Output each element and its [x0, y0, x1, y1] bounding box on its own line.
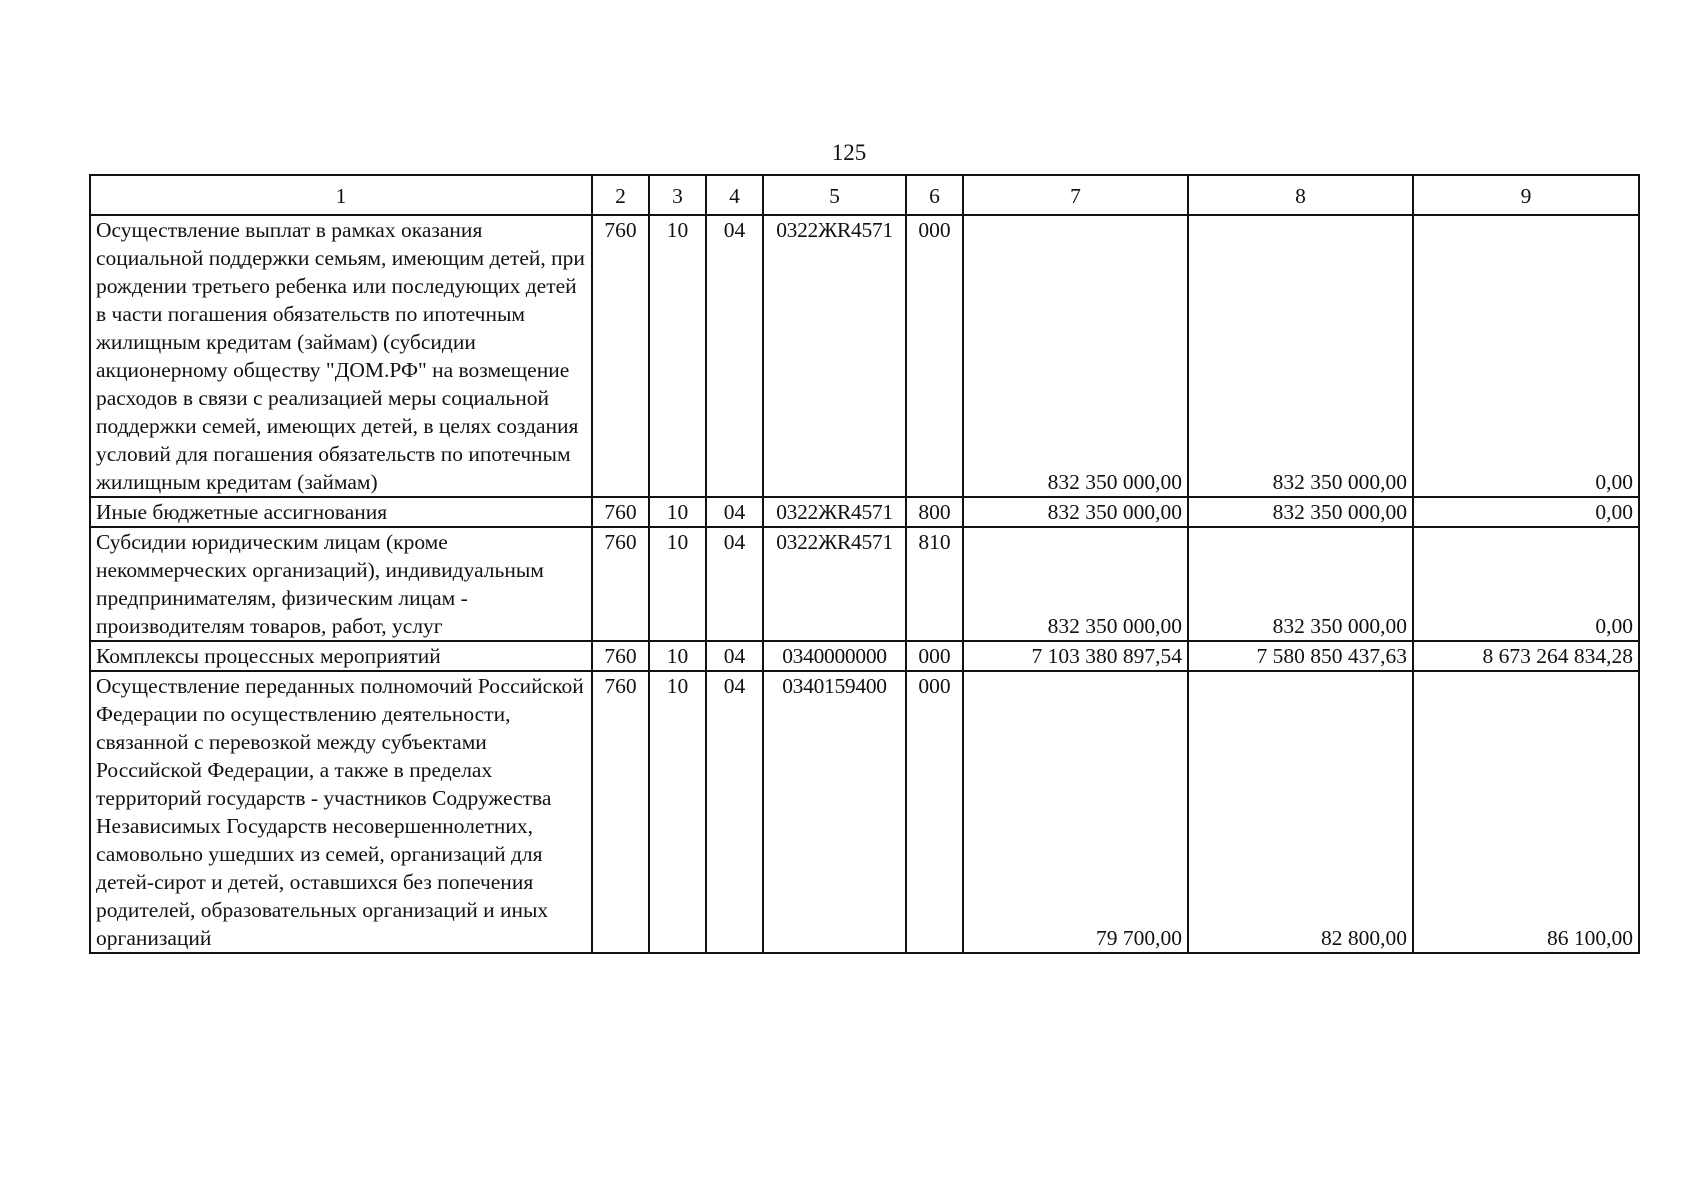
- cell-col9: 0,00: [1413, 215, 1639, 497]
- column-header: 1: [90, 175, 592, 215]
- row-name: Иные бюджетные ассигнования: [90, 497, 592, 527]
- cell-col4: 04: [706, 641, 763, 671]
- cell-col3: 10: [649, 671, 706, 953]
- cell-col8: 832 350 000,00: [1188, 497, 1413, 527]
- cell-col8: 832 350 000,00: [1188, 215, 1413, 497]
- cell-col7: 7 103 380 897,54: [963, 641, 1188, 671]
- cell-col4: 04: [706, 527, 763, 641]
- cell-col9: 86 100,00: [1413, 671, 1639, 953]
- cell-col7: 79 700,00: [963, 671, 1188, 953]
- cell-col3: 10: [649, 497, 706, 527]
- column-header: 4: [706, 175, 763, 215]
- cell-col8: 7 580 850 437,63: [1188, 641, 1413, 671]
- cell-col8: 832 350 000,00: [1188, 527, 1413, 641]
- table-row: [90, 527, 1639, 641]
- row-name: Осуществление переданных полномочий Российской Федерации по осуществлению деятельности, связанной с перевозкой между субъектами Российской Федерации, а также в пределах территорий государств - участников Содружества Независимых Государств несовершеннолетних, самовольно ушедших из семей, организаций для детей-сирот и детей, оставшихся без попечения родителей, образовательных организаций и иных организаций: [90, 671, 592, 953]
- cell-col5: 0322ЖR4571: [763, 215, 906, 497]
- cell-col6: 800: [906, 497, 963, 527]
- table-row: [90, 215, 1639, 497]
- cell-col2: 760: [592, 641, 649, 671]
- row-name: Комплексы процессных мероприятий: [90, 641, 592, 671]
- column-header: 7: [963, 175, 1188, 215]
- column-header: 3: [649, 175, 706, 215]
- cell-col8: 82 800,00: [1188, 671, 1413, 953]
- page-number: 125: [831, 140, 867, 165]
- cell-col5: 0322ЖR4571: [763, 527, 906, 641]
- cell-col3: 10: [649, 527, 706, 641]
- cell-col2: 760: [592, 215, 649, 497]
- cell-col3: 10: [649, 215, 706, 497]
- cell-col2: 760: [592, 527, 649, 641]
- cell-col9: 0,00: [1413, 527, 1639, 641]
- budget-table: [89, 174, 1640, 954]
- cell-col5: 0340000000: [763, 641, 906, 671]
- cell-col9: 0,00: [1413, 497, 1639, 527]
- cell-col5: 0322ЖR4571: [763, 497, 906, 527]
- cell-col5: 0340159400: [763, 671, 906, 953]
- column-header: 6: [906, 175, 963, 215]
- cell-col3: 10: [649, 641, 706, 671]
- column-header: 9: [1413, 175, 1639, 215]
- cell-col6: 810: [906, 527, 963, 641]
- table-row: [90, 671, 1639, 953]
- row-name: Осуществление выплат в рамках оказания социальной поддержки семьям, имеющим детей, при рождении третьего ребенка или последующих детей в части погашения обязательств по ипотечным жилищным кредитам (займам) (субсидии акционерному обществу "ДОМ.РФ" на возмещение расходов в связи с реализацией меры социальной поддержки семей, имеющих детей, в целях создания условий для погашения обязательств по ипотечным жилищным кредитам (займам): [90, 215, 592, 497]
- header-row: [90, 175, 1639, 215]
- cell-col7: 832 350 000,00: [963, 215, 1188, 497]
- cell-col9: 8 673 264 834,28: [1413, 641, 1639, 671]
- row-name: Субсидии юридическим лицам (кроме некоммерческих организаций), индивидуальным предпринимателям, физическим лицам - производителям товаров, работ, услуг: [90, 527, 592, 641]
- column-header: 5: [763, 175, 906, 215]
- cell-col4: 04: [706, 671, 763, 953]
- cell-col7: 832 350 000,00: [963, 527, 1188, 641]
- cell-col4: 04: [706, 497, 763, 527]
- cell-col6: 000: [906, 671, 963, 953]
- cell-col6: 000: [906, 215, 963, 497]
- column-header: 8: [1188, 175, 1413, 215]
- cell-col7: 832 350 000,00: [963, 497, 1188, 527]
- column-header: 2: [592, 175, 649, 215]
- table-row: [90, 497, 1639, 527]
- cell-col4: 04: [706, 215, 763, 497]
- cell-col2: 760: [592, 671, 649, 953]
- cell-col2: 760: [592, 497, 649, 527]
- cell-col6: 000: [906, 641, 963, 671]
- table-row: [90, 641, 1639, 671]
